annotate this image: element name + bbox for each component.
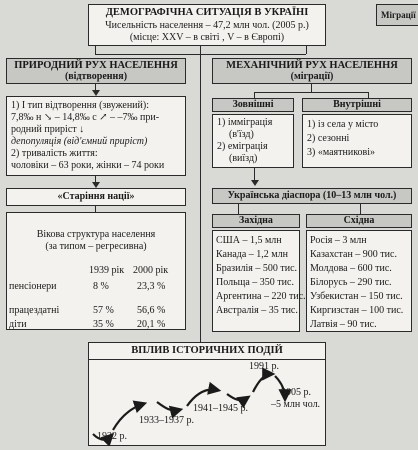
age-title: Вікова структура населення: [36, 229, 156, 240]
history-year: 1941–1945 р.: [193, 403, 248, 414]
external-title: Зовнішні: [232, 99, 274, 110]
connector: [306, 46, 307, 54]
age-row-2000: 20,1 %: [137, 319, 166, 330]
arrow-1991: [253, 374, 271, 392]
age-subtitle: (за типом – регресивна): [45, 241, 147, 252]
east-item: Узбекистан – 150 тис.: [310, 291, 403, 302]
west-list-box: [212, 230, 306, 332]
west-item: Бразилія – 500 тис.: [216, 263, 298, 274]
age-row-1939: 8 %: [93, 281, 109, 292]
age-row-2000: 23,3 %: [137, 281, 166, 292]
age-col-1939: 1939 рік: [89, 265, 125, 276]
age-row-name: діти: [9, 319, 27, 330]
east-item: Молдова – 600 тис.: [310, 263, 392, 274]
internal-box: [302, 114, 412, 168]
history-title: ВПЛИВ ІСТОРИЧНИХ ПОДІЙ: [131, 345, 283, 356]
header-population: Чисельність населення – 47,2 млн чол. (2005 р.): [105, 20, 309, 31]
east-list-box: [306, 230, 412, 332]
east-item: Казахстан – 900 тис.: [310, 249, 397, 260]
header-rank: (місце: XXV – в світі , V – в Європі): [129, 32, 285, 43]
connector: [311, 84, 312, 92]
connector: [360, 204, 361, 214]
connector: [95, 46, 96, 54]
east-item: Білорусь – 290 тис.: [310, 277, 392, 288]
connector: [238, 204, 239, 214]
internal-line: 1) із села у місто: [307, 119, 379, 130]
age-col-2000: 2000 рік: [133, 265, 169, 276]
west-title-box: [212, 214, 300, 228]
east-title-box: [306, 214, 412, 228]
west-item: Аргентина – 220 тис.: [216, 291, 306, 302]
internal-line: 3) «маятникові»: [307, 147, 376, 158]
east-title: Східна: [343, 215, 375, 226]
west-item: США – 1,5 млн: [216, 235, 282, 246]
diaspora-title-box: [212, 188, 412, 204]
external-title-box: [212, 98, 294, 112]
external-line: (виїзд): [229, 153, 258, 164]
external-line: 2) еміграція: [217, 141, 268, 152]
east-item: Латвія – 90 тис.: [310, 319, 377, 330]
history-year: 1933–1937 р.: [139, 415, 194, 426]
mechanical-title-box: [212, 58, 412, 84]
mechanical-title: МЕХАНІЧНИЙ РУХ НАСЕЛЕННЯ: [226, 60, 398, 71]
aging-label: «Старіння нації»: [57, 191, 135, 202]
west-item: Канада – 1,2 млн: [216, 249, 288, 260]
east-item: Росія – 3 млн: [310, 235, 367, 246]
age-structure-box: [6, 212, 186, 330]
internal-line: 2) сезонні: [307, 133, 350, 144]
age-row-1939: 57 %: [93, 305, 114, 316]
west-item: Польща – 350 тис.: [216, 277, 294, 288]
connector: [254, 92, 368, 93]
natural-line: депопуляція (від'ємний приріст): [11, 136, 148, 147]
natural-line: 1) І тип відтворення (звужений):: [11, 100, 149, 111]
age-row-1939: 35 %: [93, 319, 114, 330]
natural-line: 7,8‰ н ↘ – 14,8‰ с ↗ – ‒7‰ при-: [11, 112, 160, 123]
arrow: [251, 180, 259, 186]
natural-title: ПРИРОДНИЙ РУХ НАСЕЛЕННЯ: [14, 60, 178, 71]
history-box: [88, 342, 326, 446]
mechanical-subtitle: (міграції): [290, 71, 334, 82]
east-item: Киргизстан – 100 тис.: [310, 305, 404, 316]
side-tab-label: Міграції: [381, 10, 416, 20]
natural-line: 2) тривалість життя:: [11, 148, 98, 159]
age-row-2000: 56,6 %: [137, 305, 166, 316]
age-row-name: пенсіонери: [9, 281, 57, 292]
internal-title: Внутрішні: [333, 99, 381, 110]
natural-line: чоловіки – 63 роки, жінки – 74 роки: [11, 160, 165, 171]
external-line: 1) іммiграція: [217, 117, 273, 128]
connector: [200, 46, 201, 346]
aging-box: [6, 188, 186, 206]
history-loss: –5 млн чол.: [271, 399, 321, 410]
history-year: 2005 р.: [281, 387, 311, 398]
arrow-1945: [227, 394, 247, 400]
natural-subtitle: (відтворення): [64, 71, 128, 82]
header-box: [88, 4, 326, 46]
external-box: [212, 114, 294, 168]
history-year: 1991 р.: [249, 361, 279, 372]
diaspora-title: Українська діаспора (10–13 млн чол.): [227, 190, 397, 201]
connector: [254, 168, 255, 180]
external-line: (в'їзд): [229, 129, 254, 140]
natural-line: родний приріст ↓: [11, 124, 85, 135]
natural-title-box: [6, 58, 186, 84]
natural-details-box: [6, 96, 186, 176]
side-tab: [376, 4, 418, 26]
history-year: 1922 р.: [97, 431, 127, 442]
internal-title-box: [302, 98, 412, 112]
west-item: Австралія – 35 тис.: [216, 305, 298, 316]
west-title: Західна: [239, 215, 273, 226]
arrow-1937: [157, 402, 179, 411]
header-title: ДЕМОГРАФІЧНА СИТУАЦІЯ В УКРАЇНІ: [105, 7, 309, 18]
age-row-name: працездатні: [9, 305, 60, 316]
